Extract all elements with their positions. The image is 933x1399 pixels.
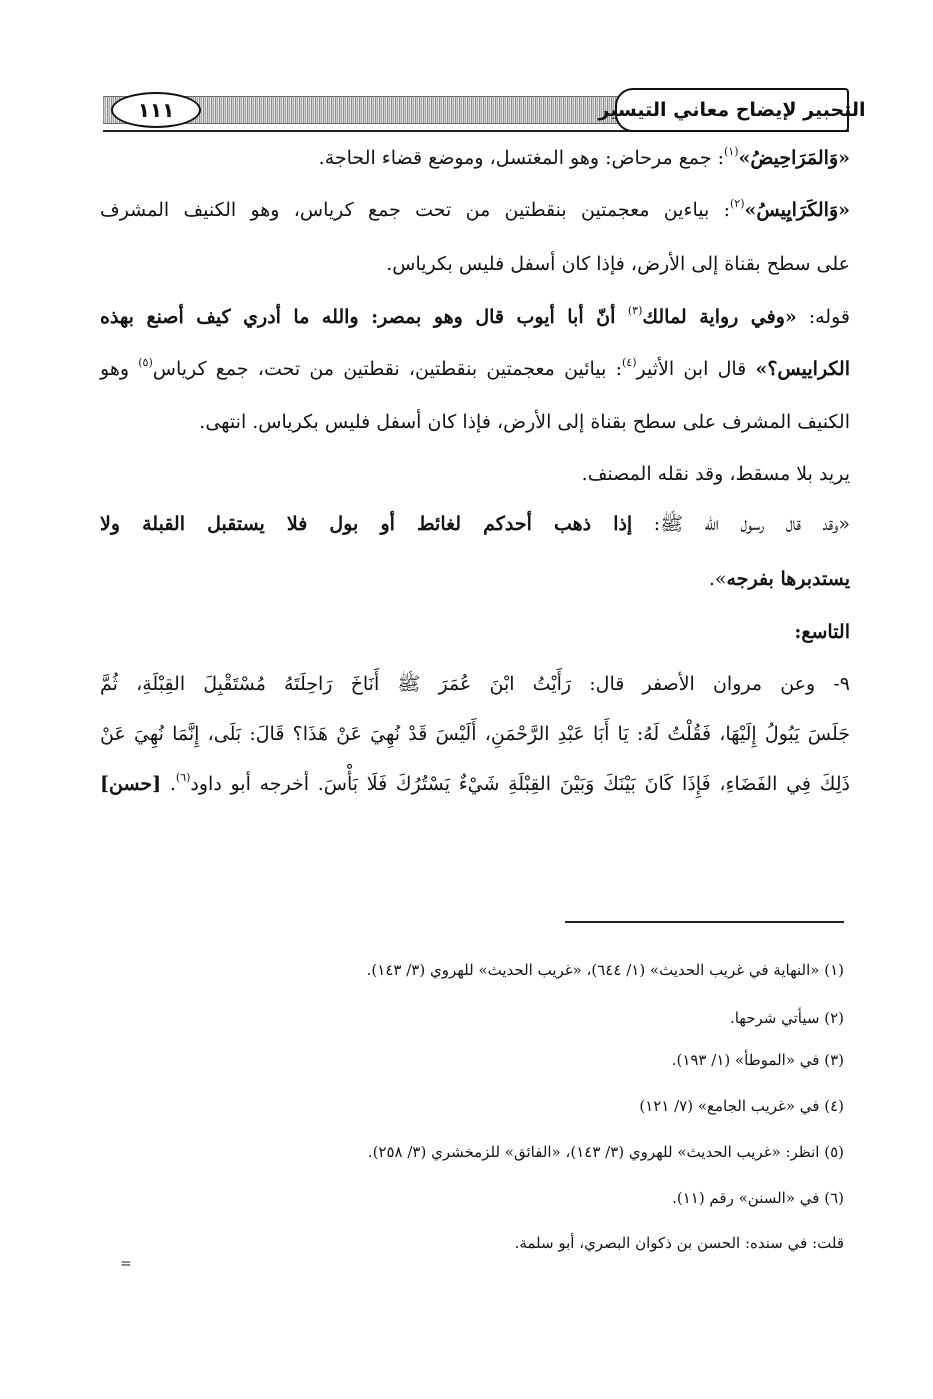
body-text: : بيائين معجمتين بنقطتين، نقطتين من تحت، جمع كرياس: [152, 358, 622, 380]
body-text: يريد بلا مسقط، وقد نقله المصنف.: [581, 463, 850, 485]
body-line-7: [100, 452, 850, 496]
body-text: الكنيف المشرف على سطح بقناة إلى الأرض، فإذا كان أسفل فليس بكرياس. انتهى.: [199, 411, 850, 433]
body-text: «وقد قال رسول الله ﷺ:: [632, 513, 850, 535]
page-number-badge: [111, 92, 201, 128]
body-line-5: [100, 347, 850, 391]
section-title: التاسع:: [794, 621, 850, 643]
footnote-ref-4[interactable]: (٤): [621, 356, 637, 369]
footnote-2: (٢) سيأتي شرحها.: [729, 1009, 844, 1027]
body-line-9: [100, 557, 850, 601]
body-line-2: [100, 188, 850, 232]
hadith-grade: [حسن]: [100, 773, 162, 795]
body-line-6: [100, 400, 850, 444]
footnote-5: (٥) انظر: «غريب الحديث» للهروي (٣/ ١٤٣)، «الفائق» للزمخشري (٣/ ٢٥٨).: [367, 1143, 844, 1161]
running-header: [103, 88, 866, 134]
term-karayis: «وَالكَرَايِيسُ»: [744, 199, 850, 221]
page-number: ١١١: [137, 98, 175, 122]
hadith-text: إذا ذهب أحدكم لغائط أو بول فلا يستقبل القبلة ولا: [100, 513, 633, 535]
footnote-ref-5[interactable]: (٥): [138, 356, 153, 369]
footnote-6: (٦) في «السنن» رقم (١١).: [672, 1189, 844, 1207]
term-marahid: «وَالمَرَاحِيضُ»: [738, 147, 850, 169]
book-title: التحبير لإيضاح معاني التيسير: [598, 99, 866, 121]
hadith-text: ذَلِكَ فِي الفَضَاءِ، فَإِذَا كَانَ بَيْنَكَ وَبَيْنَ القِبْلَةِ شَيْءٌ يَسْتُرُكَ فَلَا بَأْسَ. أخرجه أبو داود: [190, 773, 850, 795]
footnote-ref-6[interactable]: (٦): [175, 771, 191, 784]
body-text: قال ابن الأثير: [636, 358, 756, 380]
body-text: ».: [708, 568, 727, 590]
quoted-text: «وفي رواية لمالك: [642, 306, 797, 328]
hadith-text: جَلَسَ يَبُولُ إِلَيْهَا، فَقُلْتُ لَهُ: يَا أَبَا عَبْدِ الرَّحْمَنِ، أَلَيْسَ قَدْ نُهِيَ عَنْ هَذَا؟ قَالَ: بَلَى، إِنَّمَا نُهِيَ عَنْ: [100, 723, 850, 745]
definition-text: : جمع مرحاض: وهو المغتسل، وموضع قضاء الحاجة.: [318, 147, 724, 169]
quoted-text: الكراييس؟»: [755, 358, 850, 380]
body-line-1: [100, 136, 850, 180]
body-text: على سطح بقناة إلى الأرض، فإذا كان أسفل فليس بكرياس.: [386, 253, 850, 275]
hadith-text: يستدبرها بفرجه: [726, 568, 850, 590]
footnote-ref-2[interactable]: (٢): [729, 197, 745, 210]
body-line-12: [100, 712, 850, 756]
section-heading: [100, 610, 850, 654]
hadith-text: ٩- وعن مروان الأصفر قال: رَأَيْتُ ابْنَ عُمَرَ ﷺ أَنَاخَ رَاحِلَتَهُ مُسْتَقْبِلَ القِبْلَةِ، ثُمَّ: [100, 673, 850, 695]
body-text: قوله:: [796, 306, 850, 328]
body-line-13: [100, 762, 850, 806]
quoted-text: أنّ أبا أيوب قال وهو بمصر: والله ما أدري كيف أصنع بهذه: [100, 306, 628, 328]
page-mark: =: [120, 1256, 132, 1272]
body-line-11: [100, 662, 850, 706]
footnote-separator: [565, 921, 844, 923]
footnote-ref-3[interactable]: (٣): [627, 304, 643, 317]
body-line-8: [100, 502, 850, 546]
body-text: وهو: [100, 358, 139, 380]
footnote-note: قلت: في سنده: الحسن بن ذكوان البصري، أبو سلمة.: [514, 1234, 844, 1252]
body-text: .: [161, 773, 176, 795]
footnote-ref-1[interactable]: (١): [723, 145, 739, 158]
footnote-4: (٤) في «غريب الجامع» (٧/ ١٢١): [639, 1097, 844, 1115]
body-line-4: [100, 295, 850, 339]
book-title-box: [598, 88, 866, 132]
definition-text: : بياءين معجمتين بنقطتين من تحت جمع كرياس، وهو الكنيف المشرف: [100, 199, 730, 221]
footnote-1: (١) «النهاية في غريب الحديث» (١/ ٦٤٤)، «غريب الحديث» للهروي (٣/ ١٤٣).: [366, 961, 844, 979]
footnote-3: (٣) في «الموطأ» (١/ ١٩٣).: [671, 1051, 844, 1069]
body-line-3: [100, 242, 850, 286]
